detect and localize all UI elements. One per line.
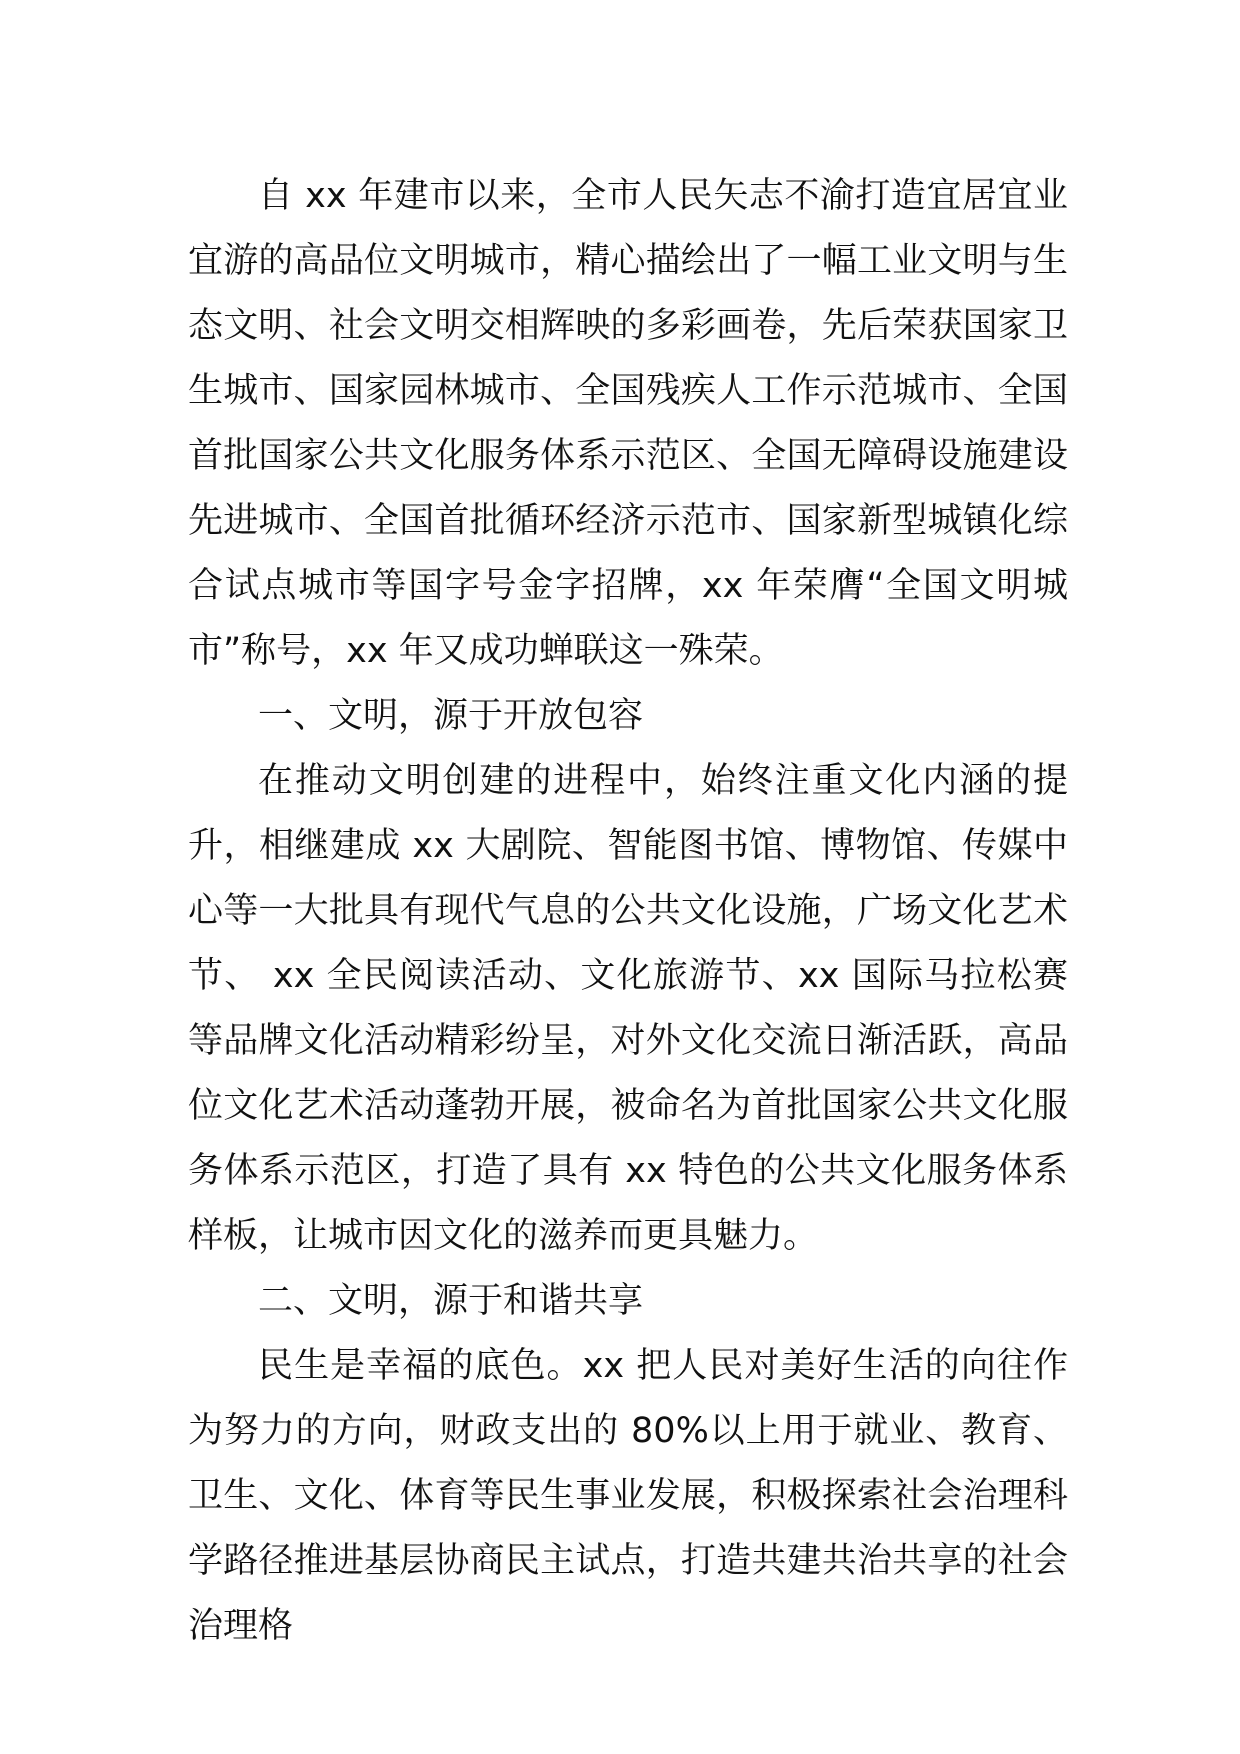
section-heading-1: 一、文明，源于开放包容: [258, 696, 644, 736]
intro-paragraph: 自 xx 年建市以来，全市人民矢志不渝打造宜居宜业宜游的高品位文明城市，精心描绘出了一幅工业文明与生态文明、社会文明交相辉映的多彩画卷，先后荣获国家卫生城市、国家园林城市、全国残疾人工作示范城市、全国首批国家公共文化服务体系示范区、全国无障碍设施建设先进城市、全国首批循环经济示范市、国家新型城镇化综合试点城市等国字号金字招牌，xx 年荣膺“全国文明城市”称号，xx 年又成功蝉联这一殊荣。: [188, 176, 1068, 671]
section-2-paragraph: 民生是幸福的底色。xx 把人民对美好生活的向往作为努力的方向，财政支出的 80%以上用于就业、教育、卫生、文化、体育等民生事业发展，积极探索社会治理科学路径推进基层协商民主试点，打造共建共治共享的社会治理格: [188, 1346, 1068, 1646]
document-body: [188, 164, 1068, 1659]
section-1-paragraph: 在推动文明创建的进程中，始终注重文化内涵的提升，相继建成 xx 大剧院、智能图书馆、博物馆、传媒中心等一大批具有现代气息的公共文化设施，广场文化艺术节、 xx 全民阅读活动、文化旅游节、xx 国际马拉松赛等品牌文化活动精彩纷呈，对外文化交流日渐活跃，高品位文化艺术活动蓬勃开展，被命名为首批国家公共文化服务体系示范区，打造了具有 xx 特色的公共文化服务体系样板，让城市因文化的滋养而更具魅力。: [188, 761, 1068, 1256]
section-heading-2: 二、文明，源于和谐共享: [258, 1281, 644, 1321]
